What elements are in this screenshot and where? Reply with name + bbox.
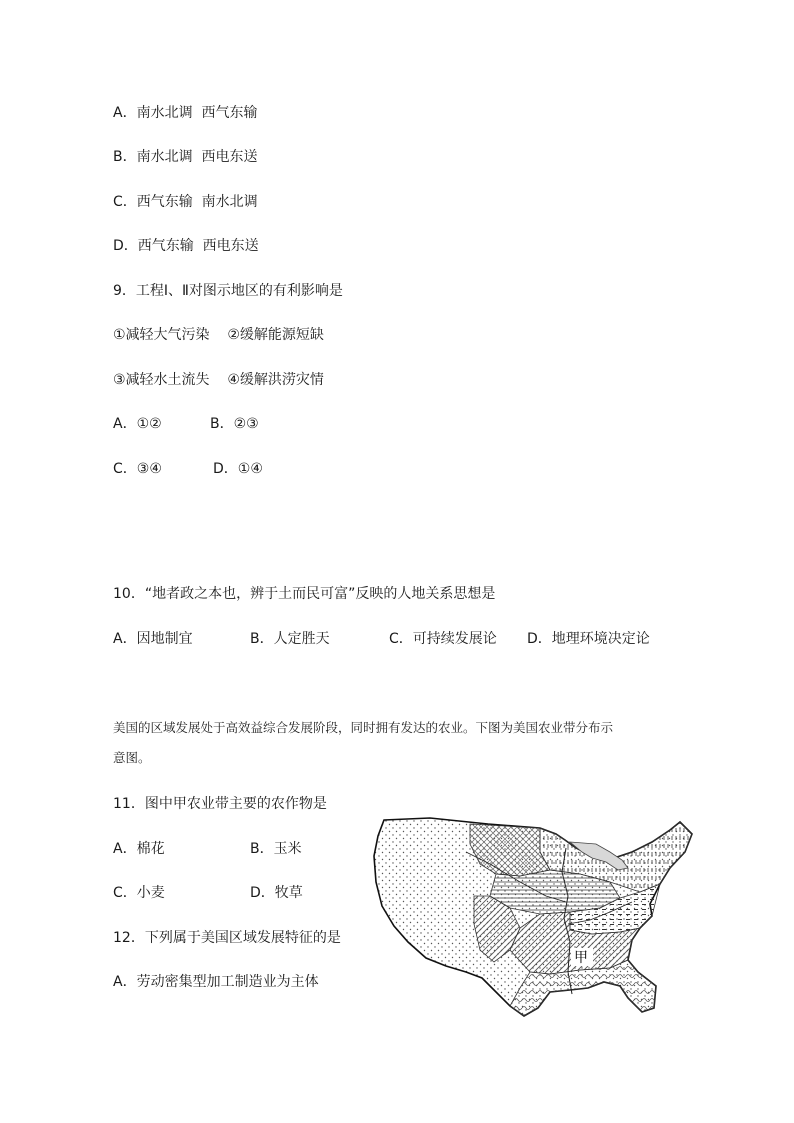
q9-option-b: B．②③ [210, 416, 259, 432]
q8-option-c: C．西气东输 南水北调 [113, 194, 258, 210]
q8-option-b: B．南水北调 西电东送 [113, 149, 258, 165]
q10-stem: 10．“地者政之本也，辨于土而民可富”反映的人地关系思想是 [113, 586, 496, 602]
intro-line-2: 意图。 [113, 750, 151, 765]
q9-option-d: D．①④ [213, 461, 263, 477]
usa-agricultural-belts-map [370, 812, 700, 1024]
intro-line-1: 美国的区域发展处于高效益综合发展阶段，同时拥有发达的农业。下图为美国农业带分布示 [113, 720, 614, 735]
q9-items-2: ③减轻水土流失 ④缓解洪涝灾情 [113, 372, 324, 388]
q9-option-c: C．③④ [113, 461, 162, 477]
q9-stem: 9．工程Ⅰ、Ⅱ对图示地区的有利影响是 [113, 283, 343, 299]
q11-stem: 11．图中甲农业带主要的农作物是 [113, 796, 327, 812]
q11-option-b: B．玉米 [250, 841, 302, 857]
label-jia: 甲 [574, 950, 588, 966]
q8-option-a: A．南水北调 西气东输 [113, 105, 258, 121]
q9-items-1: ①减轻大气污染 ②缓解能源短缺 [113, 327, 324, 343]
q12-option-a: A．劳动密集型加工制造业为主体 [113, 974, 319, 990]
q10-option-b: B．人定胜天 [250, 631, 330, 647]
q11-option-c: C．小麦 [113, 885, 165, 901]
q10-option-a: A．因地制宜 [113, 631, 193, 647]
q11-option-a: A．棉花 [113, 841, 165, 857]
q8-option-d: D．西气东输 西电东送 [113, 238, 259, 254]
q10-option-d: D．地理环境决定论 [527, 631, 650, 647]
q12-stem: 12．下列属于美国区域发展特征的是 [113, 930, 341, 946]
q10-option-c: C．可持续发展论 [389, 631, 497, 647]
q11-option-d: D．牧草 [250, 885, 303, 901]
q9-option-a: A．①② [113, 416, 162, 432]
